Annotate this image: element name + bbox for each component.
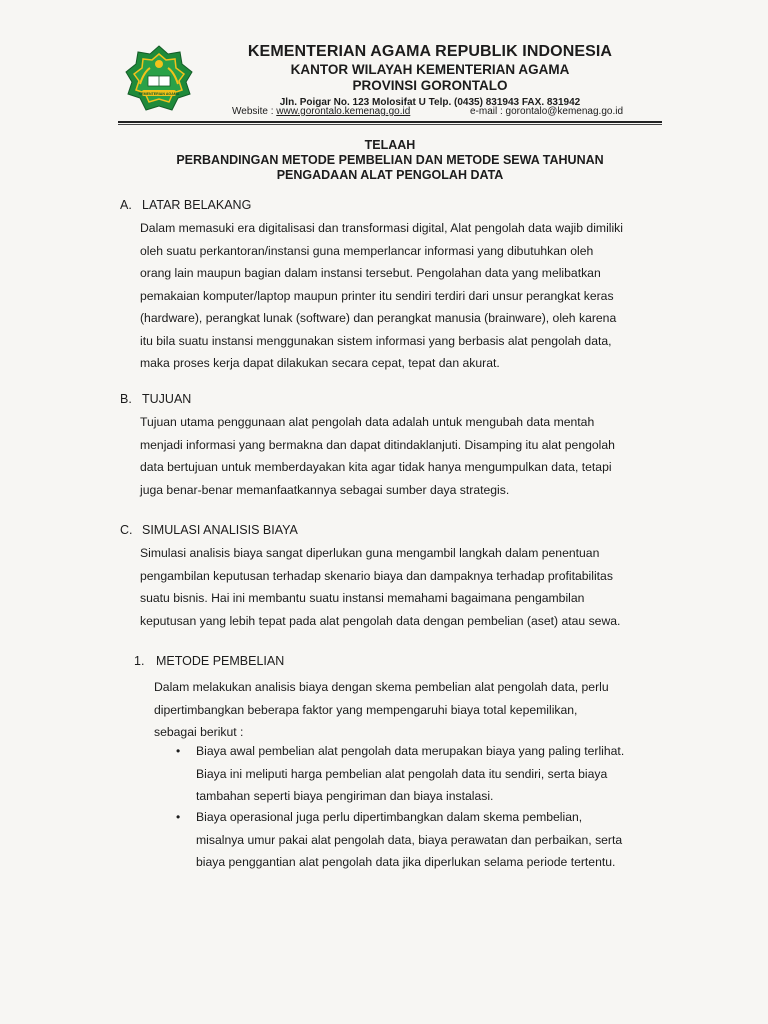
section-b-paragraph (140, 411, 650, 501)
subsection-1-title: METODE PEMBELIAN (156, 654, 285, 668)
text-line: Dalam melakukan analisis biaya dengan skema pembelian alat pengolah data, perlu (154, 680, 609, 694)
section-a-title: LATAR BELAKANG (142, 198, 252, 212)
letterhead (0, 0, 768, 130)
text-line: Biaya operasional juga perlu dipertimbangkan dalam skema pembelian, (196, 810, 583, 824)
text-line: maka proses kerja dapat dilakukan secara cepat, tepat dan akurat. (140, 356, 500, 370)
title-line-2: PERBANDINGAN METODE PEMBELIAN DAN METODE SEWA TAHUNAN (176, 153, 604, 167)
email-address: e-mail : gorontalo@kemenag.go.id (470, 106, 624, 117)
text-line: suatu bisnis. Hai ini membantu suatu instansi memahami bagaimana pengambilan (140, 591, 585, 605)
logo-text: KEMENTERIAN AGAMA (138, 91, 180, 96)
section-b-title: TUJUAN (142, 392, 192, 406)
text-line: juga benar-benar memanfaatkannya sebagai sumber daya strategis. (140, 482, 510, 497)
office-address: Jln. Poigar No. 123 Molosifat U Telp. (0435) 831943 FAX. 831942 (279, 97, 581, 108)
office-name: KANTOR WILAYAH KEMENTERIAN AGAMA (290, 62, 570, 77)
text-line: Tujuan utama penggunaan alat pengolah data adalah untuk mengubah data mentah (140, 415, 595, 429)
letterhead-divider (118, 121, 662, 123)
text-line: misalnya umur pakai alat pengolah data, biaya perawatan dan perbaikan, serta (196, 832, 623, 847)
text-line: oleh suatu perkantoran/instansi guna memperlancar informasi yang dibutuhkan oleh (140, 243, 594, 258)
text-line: tambahan seperti biaya pengiriman dan biaya instalasi. (196, 789, 494, 803)
text-line: menjadi informasi yang bermakna dan dapat ditindaklanjuti. Disamping itu alat pengolah (140, 437, 615, 452)
subsection-1-paragraph (154, 676, 650, 744)
text-line: data bertujuan untuk memberdayakan kita agar tidak hanya mengumpulkan data, tetapi (140, 460, 612, 474)
text-line: orang lain maupun bagian dalam instansi tersebut. Pengolahan data yang melibatkan (140, 266, 601, 280)
section-c-paragraph (140, 542, 650, 632)
bullet-icon: • (176, 810, 181, 824)
text-line: biaya penggantian alat pengolah data jika diperlukan selama periode tertentu. (196, 855, 616, 869)
text-line: itu bila suatu instansi menggunakan sistem informasi yang berbasis alat pengolah data, (140, 333, 612, 348)
document-title (118, 138, 662, 183)
section-c-title: SIMULASI ANALISIS BIAYA (142, 523, 298, 537)
text-line: sebagai berikut : (154, 725, 244, 739)
text-line: keputusan yang lebih tepat pada alat pengolah data dengan pembelian (aset) atau sewa. (140, 613, 621, 628)
website-link[interactable]: www.gorontalo.kemenag.go.id (276, 106, 411, 117)
bullet-item-2 (196, 806, 650, 874)
section-a-paragraph (140, 217, 650, 375)
bullet-icon: • (176, 744, 181, 758)
text-line: pengambilan keputusan terhadap skenario biaya dan dampaknya terhadap profitabilitas (140, 568, 613, 583)
text-line: Dalam memasuki era digitalisasi dan transformasi digital, Alat pengolah data wajib dimiliki (140, 221, 623, 235)
letterhead-text (200, 42, 660, 110)
text-line: Biaya awal pembelian alat pengolah data merupakan biaya yang paling terlihat. (196, 744, 625, 758)
text-line: (hardware), perangkat lunak (software) dan perangkat manusia (brainware), oleh karena (140, 311, 617, 325)
text-line: dipertimbangkan beberapa faktor yang mempengaruhi biaya total kepemilikan, (154, 702, 578, 717)
section-a-letter: A. (120, 198, 132, 212)
title-line-3: PENGADAAN ALAT PENGOLAH DATA (276, 168, 504, 182)
website-block (232, 106, 410, 118)
text-line: pemakaian komputer/laptop maupun printer itu sendiri terdiri dari unsur perangkat keras (140, 288, 614, 303)
section-c-letter: C. (120, 523, 133, 537)
letterhead-divider-thin (118, 124, 662, 125)
section-b-letter: B. (120, 392, 132, 406)
website-label: Website : (232, 106, 277, 117)
province-name: PROVINSI GORONTALO (352, 78, 508, 93)
text-line: Simulasi analisis biaya sangat diperlukan guna mengambil langkah dalam penentuan (140, 546, 600, 560)
title-line-1: TELAAH (364, 138, 416, 152)
ministry-logo-icon (122, 44, 196, 114)
subsection-1-number: 1. (134, 654, 145, 668)
ministry-name: KEMENTERIAN AGAMA REPUBLIK INDONESIA (247, 43, 613, 60)
bullet-item-1 (196, 740, 650, 808)
text-line: Biaya ini meliputi harga pembelian alat pengolah data itu sendiri, serta biaya (196, 766, 608, 781)
